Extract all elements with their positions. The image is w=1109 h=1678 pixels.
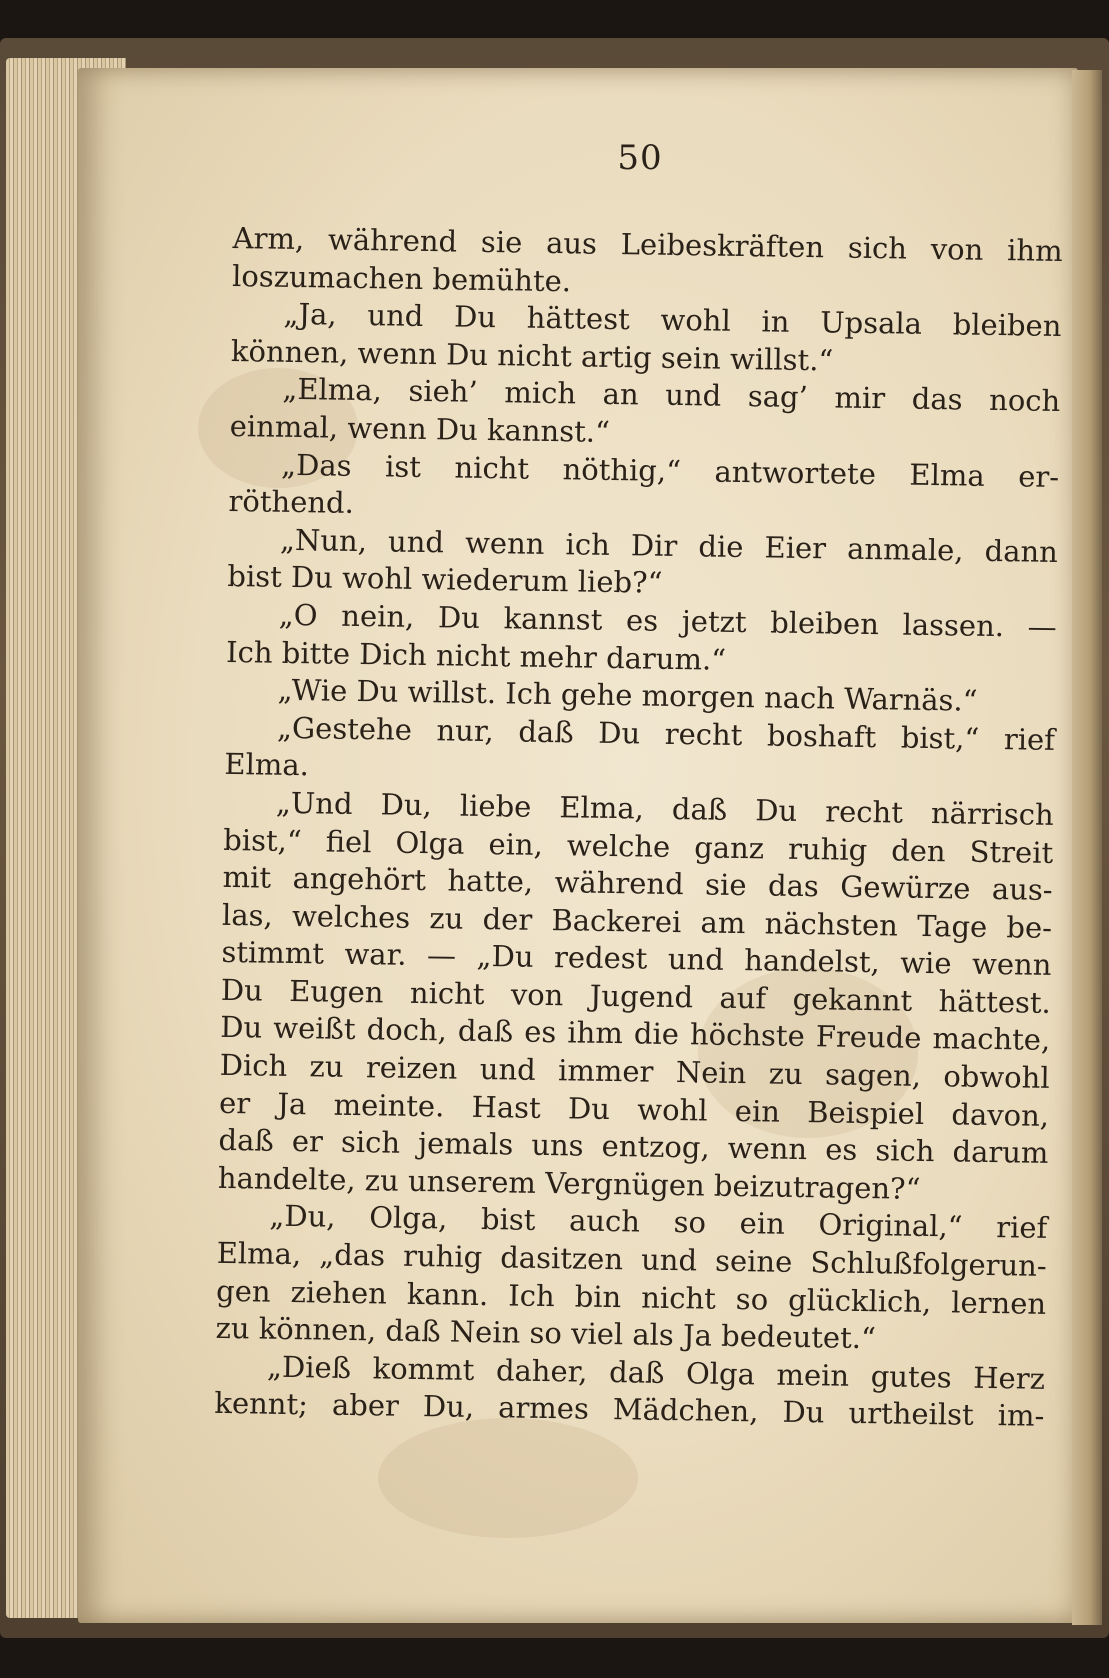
text-line: Dich zu reizen und immer Nein zu sagen, obwohl [219,1047,1050,1095]
text-line: einmal, wenn Du kannst.“ [229,408,611,449]
page-number: 50 [617,138,663,178]
text-line: Du weißt doch, daß es ihm die höchste Freude machte, [220,1010,1051,1058]
text-line: gen ziehen kann. Ich bin nicht so glücklich, lernen [215,1273,1047,1321]
page-text [214,220,1063,1436]
text-line: „Und Du, liebe Elma, daß Du recht närrisch [275,785,1055,832]
text-line: bist,“ fiel Olga ein, welche ganz ruhig den Streit [223,822,1054,870]
text-line: Elma. [224,747,310,783]
text-line: „O nein, Du kannst es jetzt bleiben lassen. — [278,597,1057,644]
text-line: las, welches zu der Backerei am nächsten Tage be- [221,897,1053,945]
text-line: mit angehört hatte, während sie das Gewürze aus- [222,860,1053,908]
text-line: röthend. [228,484,355,521]
text-line: „Das ist nicht nöthig,“ antwortete Elma er- [280,447,1060,494]
text-line: „Du, Olga, bist auch so ein Original,“ rief [269,1199,1048,1246]
text-line: bist Du wohl wiederum lieb?“ [227,559,663,601]
text-line: „Dieß kommt daher, daß Olga mein gutes Herz [266,1349,1046,1396]
page-edge-right [1072,70,1102,1625]
text-line: „Nun, und wenn ich Dir die Eier anmale, dann [279,522,1059,569]
text-line: zu können, daß Nein so viel als Ja bedeutet.“ [215,1311,877,1356]
text-line: Ich bitte Dich nicht mehr darum.“ [225,634,727,677]
text-line: handelte, zu unserem Vergnügen beizutragen?“ [217,1160,921,1206]
text-line: daß er sich jemals uns entzog, wenn es sich darum [218,1123,1049,1171]
text-line: loszumachen bemühte. [231,258,572,298]
text-line: können, wenn Du nicht artig sein willst.“ [230,333,834,378]
text-line: „Elma, sieh’ mich an und sag’ mir das noch [282,372,1061,419]
text-line: „Wie Du willst. Ich gehe morgen nach Warnäs.“ [277,672,978,718]
paper-stain [378,1418,638,1538]
text-line: „Ja, und Du hättest wohl in Upsala bleiben [283,296,1062,344]
text-line: „Gestehe nur, daß Du recht boshaft bist,“ rief [276,710,1056,757]
text-line: kennt; aber Du, armes Mädchen, Du urtheilst im- [214,1386,1045,1434]
text-line: Arm, während sie aus Leibeskräften sich von ihm [232,220,1063,269]
text-line: stimmt war. — „Du redest und handelst, wie wenn [221,935,1052,983]
text-line: Elma, „das ruhig dasitzen und seine Schlußfolgerun- [216,1235,1047,1283]
text-line: Du Eugen nicht von Jugend auf gekannt hättest. [220,972,1052,1020]
text-line: er Ja meinte. Hast Du wohl ein Beispiel davon, [218,1085,1050,1133]
